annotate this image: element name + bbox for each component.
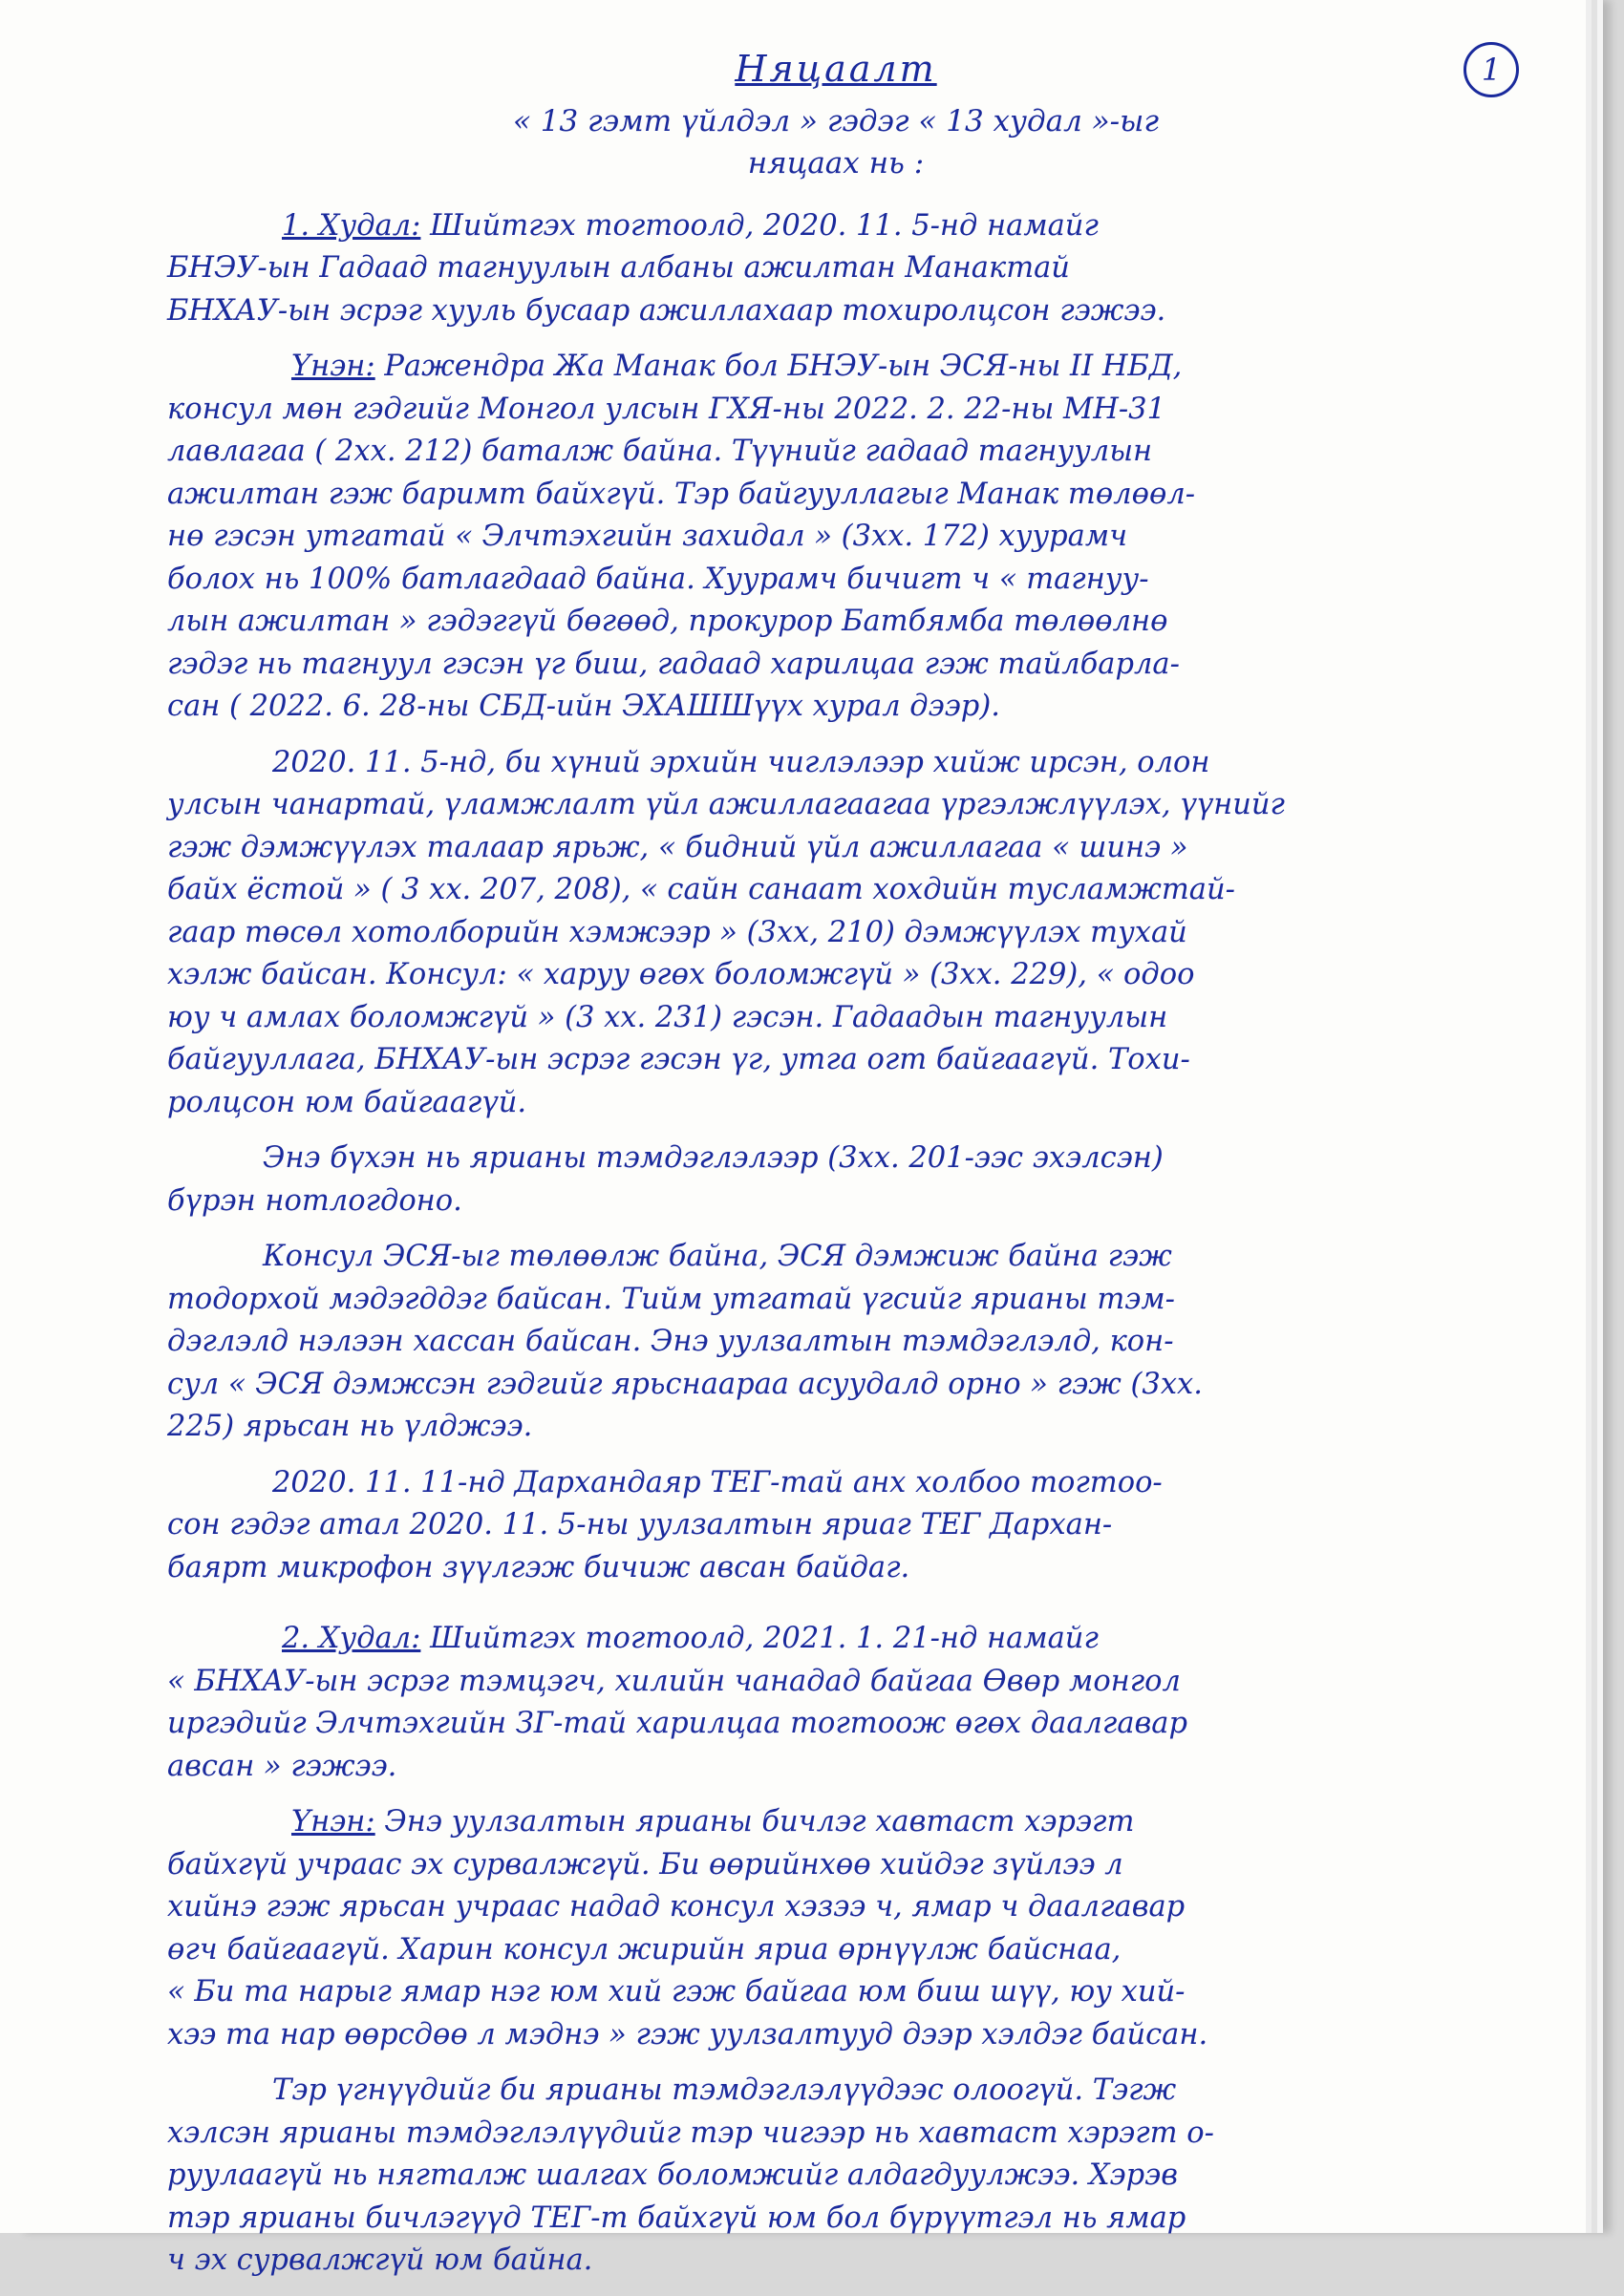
paragraph <box>167 2070 1505 2283</box>
text-line <box>167 1504 1505 1547</box>
text-line <box>167 247 1505 290</box>
text-line <box>167 1279 1505 1322</box>
text-line <box>167 1406 1505 1449</box>
text-line <box>167 1886 1505 1929</box>
text-line <box>167 1236 1505 1279</box>
text-line <box>167 954 1505 997</box>
page-subtitle: « 13 гэмт үйлдэл » гэдэг « 13 худал »-ыг няцаах нь : <box>512 103 1160 181</box>
line-text: өгч байгаагүй. Харин консул жирийн яриа өрнүүлж байснаа, <box>167 1932 1122 1966</box>
handwritten-content <box>167 48 1505 2296</box>
line-text: юу ч амлах боломжгүй » (3 хх. 231) гэсэн. Гадаадын тагнуулын <box>167 1000 1168 1034</box>
text-line <box>167 912 1505 955</box>
line-text: гэж дэмжүүлэх талаар ярьж, « бидний үйл ажиллагаа « шинэ » <box>167 830 1188 864</box>
text-line <box>167 1844 1505 1887</box>
text-line <box>167 827 1505 870</box>
line-text: 225) ярьсан нь үлджээ. <box>167 1410 533 1443</box>
line-text: гаар төсөл хотолборийн хэмжээр » (3хх, 210) дэмжүүлэх тухай <box>167 915 1187 949</box>
line-text: гэдэг нь тагнуул гэсэн үг биш, гадаад харилцаа гэж тайлбарла- <box>167 647 1180 681</box>
line-text: сан ( 2022. 6. 28-ны СБД-ийн ЭХАШШүүх хурал дээр). <box>167 690 1000 723</box>
line-text: улсын чанартай, үламжлалт үйл ажиллагаагаа үргэлжлүүлэх, үүнийг <box>167 788 1285 821</box>
text-line <box>167 2155 1505 2198</box>
line-text: сул « ЭСЯ дэмжсэн гэдгийг ярьснаараа асуудалд орно » гэж (3хх. <box>167 1367 1203 1401</box>
line-text: иргэдийг Элчтэхгийн ЗГ-тай харилцаа тогтоож өгөх даалгавар <box>167 1707 1187 1740</box>
text-line <box>167 1039 1505 1082</box>
paragraph <box>167 1137 1505 1222</box>
line-text: тэр ярианы бичлэгүүд ТЕГ-т байхгүй юм бол бүрүүтгэл нь ямар <box>167 2200 1186 2235</box>
text-line <box>167 1082 1505 1125</box>
line-text: хийнэ гэж ярьсан учраас надад консул хэзээ ч, ямар ч даалгавар <box>167 1890 1186 1924</box>
paragraph <box>167 1801 1505 2056</box>
text-line <box>167 742 1505 785</box>
line-text: тодорхой мэдэгддэг байсан. Тийм утгатай үгсийг ярианы тэм- <box>167 1282 1175 1316</box>
line-text: байх ёстой » ( 3 хх. 207, 208), « сайн санаат хохдийн тусламжтай- <box>167 873 1235 906</box>
text-line <box>167 516 1505 559</box>
text-line <box>167 869 1505 912</box>
text-line <box>167 1364 1505 1407</box>
text-line <box>167 1746 1505 1789</box>
line-text: ролцсон юм байгаагүй. <box>167 1085 527 1119</box>
line-text: дэглэлд нэлээн хассан байсан. Энэ уулзалтын тэмдэглэлд, кон- <box>167 1325 1174 1358</box>
paragraph <box>167 1462 1505 1590</box>
paragraph-label: Үнэн: <box>291 1805 375 1839</box>
paragraph-label: Үнэн: <box>291 350 375 383</box>
paragraph-list <box>167 205 1505 2283</box>
text-line <box>167 2113 1505 2156</box>
text-line <box>167 2198 1505 2241</box>
text-line <box>167 1618 1505 1661</box>
text-line <box>167 474 1505 517</box>
text-line <box>167 1929 1505 1972</box>
text-line <box>167 290 1505 333</box>
line-text: ч эх сурвалжгүй юм байна. <box>167 2243 593 2277</box>
line-text: Консул ЭСЯ-ыг төлөөлж байна, ЭСЯ дэмжиж байна гэж <box>263 1240 1172 1273</box>
page-number: 1 <box>1464 42 1519 97</box>
line-text: 2020. 11. 11-нд Дархандаяр ТЕГ-тай анх холбоо тогтоо- <box>272 1465 1163 1499</box>
text-line <box>167 2070 1505 2113</box>
paragraph <box>167 346 1505 729</box>
paragraph <box>167 205 1505 333</box>
paragraph <box>167 1236 1505 1449</box>
text-line <box>167 1971 1505 2014</box>
line-text: хэлсэн ярианы тэмдэглэлүүдийг тэр чигээр нь хавтаст хэрэгт о- <box>167 2115 1214 2150</box>
line-text: нө гэсэн утгатай « Элчтэхгийн захидал » (3хх. 172) хуурамч <box>167 520 1128 553</box>
line-text: байхгүй учраас эх сурвалжгүй. Би өөрийнхөө хийдэг зүйлээ л <box>167 1847 1123 1881</box>
text-line <box>167 784 1505 827</box>
line-text: байгууллага, БНХАУ-ын эсрэг гэсэн үг, утга огт байгаагүй. Тохи- <box>167 1043 1190 1076</box>
line-text: Ражендра Жа Манак бол БНЭУ-ын ЭСЯ-ны II НБД, <box>384 350 1183 383</box>
line-text: Энэ уулзалтын ярианы бичлэг хавтаст хэрэгт <box>384 1805 1135 1839</box>
line-text: лавлагаа ( 2хх. 212) баталж байна. Түүнийг гадаад тагнуулын <box>167 435 1153 468</box>
line-text: БНХАУ-ын эсрэг хууль бусаар ажиллахаар тохиролцсон гэжээ. <box>167 293 1166 328</box>
text-line <box>167 1661 1505 1704</box>
text-line <box>167 559 1505 602</box>
paragraph-label: 2. Худал: <box>282 1622 421 1655</box>
text-line <box>167 2014 1505 2057</box>
line-text: лын ажилтан » гэдэггүй бөгөөд, прокурор Батбямба төлөөлнө <box>167 605 1168 638</box>
line-text: бүрэн нотлогдоно. <box>167 1183 462 1218</box>
line-text: Шийтгэх тогтоолд, 2021. 1. 21-нд намайг <box>430 1622 1099 1655</box>
paragraph-label: 1. Худал: <box>282 208 421 243</box>
line-text: баярт микрофон зүүлгэж бичиж авсан байдаг. <box>167 1550 910 1584</box>
text-line <box>167 1801 1505 1844</box>
text-line <box>167 1462 1505 1505</box>
line-text: хээ та нар өөрсдөө л мэднэ » гэж уулзалтууд дээр хэлдэг байсан. <box>167 2017 1208 2052</box>
line-text: « Би та нарыг ямар нэг юм хий гэж байгаа юм биш шүү, юу хий- <box>167 1975 1186 2009</box>
line-text: « БНХАУ-ын эсрэг тэмцэгч, хилийн чанадад байгаа Өвөр монгол <box>167 1664 1181 1698</box>
line-text: Энэ бүхэн нь ярианы тэмдэглэлээр (3хх. 201-ээс эхэлсэн) <box>263 1141 1164 1175</box>
text-line <box>167 1137 1505 1180</box>
paragraph <box>167 742 1505 1125</box>
text-line <box>167 1703 1505 1746</box>
text-line <box>167 1180 1505 1223</box>
text-line <box>167 997 1505 1040</box>
text-line <box>167 205 1505 248</box>
line-text: хэлж байсан. Консул: « харуу өгөх боломжгүй » (3хх. 229), « одоо <box>167 958 1195 991</box>
text-line <box>167 389 1505 432</box>
line-text: 2020. 11. 5-нд, би хүний эрхийн чиглэлээр хийж ирсэн, олон <box>272 745 1210 779</box>
text-line <box>167 1321 1505 1364</box>
line-text: сон гэдэг атал 2020. 11. 5-ны уулзалтын яриаг ТЕГ Дархан- <box>167 1508 1113 1541</box>
line-text: руулаагүй нь нягталж шалгах боломжийг алдагдуулжээ. Хэрэв <box>167 2158 1178 2192</box>
text-line <box>167 644 1505 687</box>
page-title: Няцаалт <box>735 48 937 90</box>
line-text: консул мөн гэдгийг Монгол улсын ГХЯ-ны 2022. 2. 22-ны МН-31 <box>167 392 1165 426</box>
text-line <box>167 346 1505 389</box>
paragraph <box>167 1618 1505 1788</box>
text-line <box>167 686 1505 729</box>
text-line <box>167 1547 1505 1590</box>
line-text: болох нь 100% батлагдаад байна. Хуурамч бичигт ч « тагнуу- <box>167 562 1149 596</box>
text-line <box>167 2240 1505 2283</box>
text-line <box>167 601 1505 644</box>
line-text: БНЭУ-ын Гадаад тагнуулын албаны ажилтан Манактай <box>167 251 1070 285</box>
text-line <box>167 431 1505 474</box>
line-text: авсан » гэжээ. <box>167 1749 397 1783</box>
line-text: Шийтгэх тогтоолд, 2020. 11. 5-нд намайг <box>430 208 1099 243</box>
line-text: Тэр үгнүүдийг би ярианы тэмдэглэлүүдээс олоогүй. Тэгж <box>272 2073 1177 2107</box>
line-text: ажилтан гэж баримт байхгүй. Тэр байгууллагыг Манак төлөөл- <box>167 477 1196 511</box>
